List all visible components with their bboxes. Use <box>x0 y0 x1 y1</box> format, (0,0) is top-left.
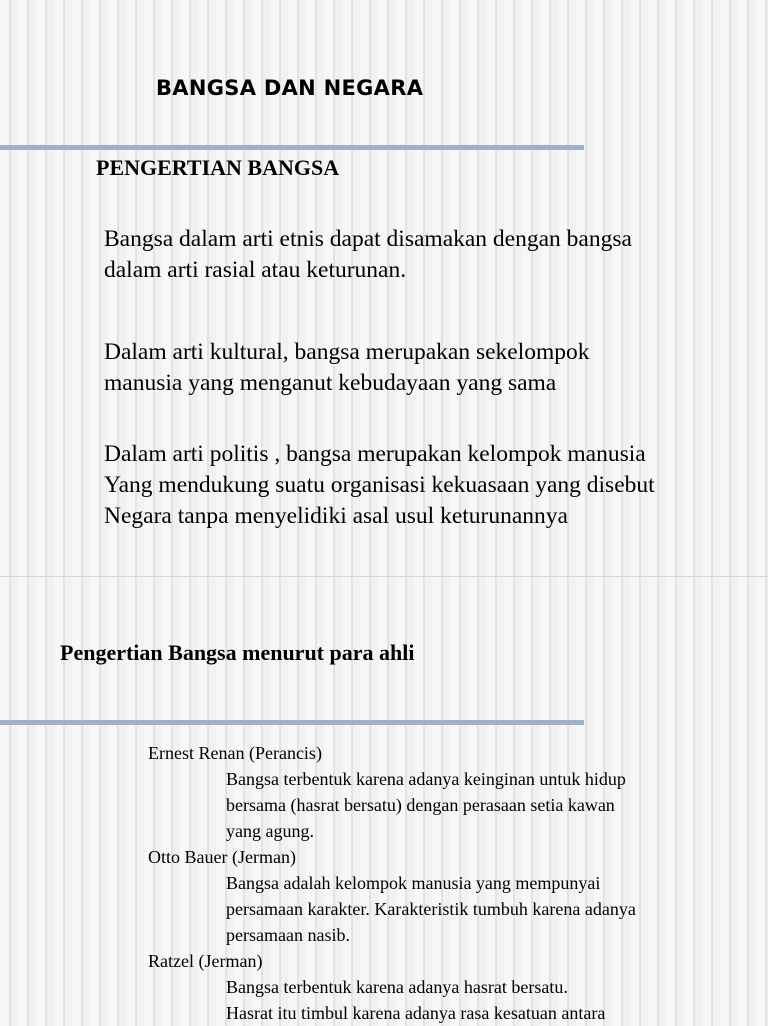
title-underline <box>0 720 584 725</box>
expert-definition-line: Bangsa adalah kelompok manusia yang mempunyai <box>226 873 601 893</box>
text-line: Dalam arti kultural, bangsa merupakan sekelompok <box>104 339 590 365</box>
text-line: Yang mendukung suatu organisasi kekuasaan yang disebut <box>104 472 655 498</box>
title-underline <box>0 145 584 150</box>
expert-name: Ratzel (Jerman) <box>148 951 263 971</box>
expert-entry-bauer <box>148 844 748 948</box>
text-line: Dalam arti politis , bangsa merupakan kelompok manusia <box>104 441 646 467</box>
definition-ethnic <box>104 224 744 286</box>
expert-name: Otto Bauer (Jerman) <box>148 847 296 867</box>
slide-title: BANGSA DAN NEGARA <box>156 76 424 100</box>
slide-2 <box>0 577 768 1024</box>
expert-entry-renan <box>148 740 748 844</box>
expert-definition-line: persamaan karakter. Karakteristik tumbuh karena adanya <box>226 899 636 919</box>
text-line: Negara tanpa menyelidiki asal usul keturunannya <box>104 503 568 529</box>
expert-name: Ernest Renan (Perancis) <box>148 743 322 763</box>
text-line: Bangsa dalam arti etnis dapat disamakan dengan bangsa <box>104 226 632 252</box>
expert-definition-line: yang agung. <box>226 821 314 841</box>
expert-entry-ratzel <box>148 948 748 1026</box>
text-line: manusia yang menganut kebudayaan yang sama <box>104 370 557 396</box>
definition-political <box>104 439 744 532</box>
text-line: dalam arti rasial atau keturunan. <box>104 257 407 283</box>
expert-definition-line: bersama (hasrat bersatu) dengan perasaan setia kawan <box>226 795 615 815</box>
expert-list <box>148 740 748 1026</box>
section-heading: PENGERTIAN BANGSA <box>96 155 340 180</box>
slide-title: Pengertian Bangsa menurut para ahli <box>60 640 415 665</box>
definition-cultural <box>104 337 744 399</box>
expert-definition-line: persamaan nasib. <box>226 925 350 945</box>
expert-definition-line: Bangsa terbentuk karena adanya hasrat bersatu. <box>226 977 568 997</box>
expert-definition-line: Bangsa terbentuk karena adanya keinginan untuk hidup <box>226 769 626 789</box>
expert-definition-line: Hasrat itu timbul karena adanya rasa kesatuan antara <box>226 1003 606 1023</box>
